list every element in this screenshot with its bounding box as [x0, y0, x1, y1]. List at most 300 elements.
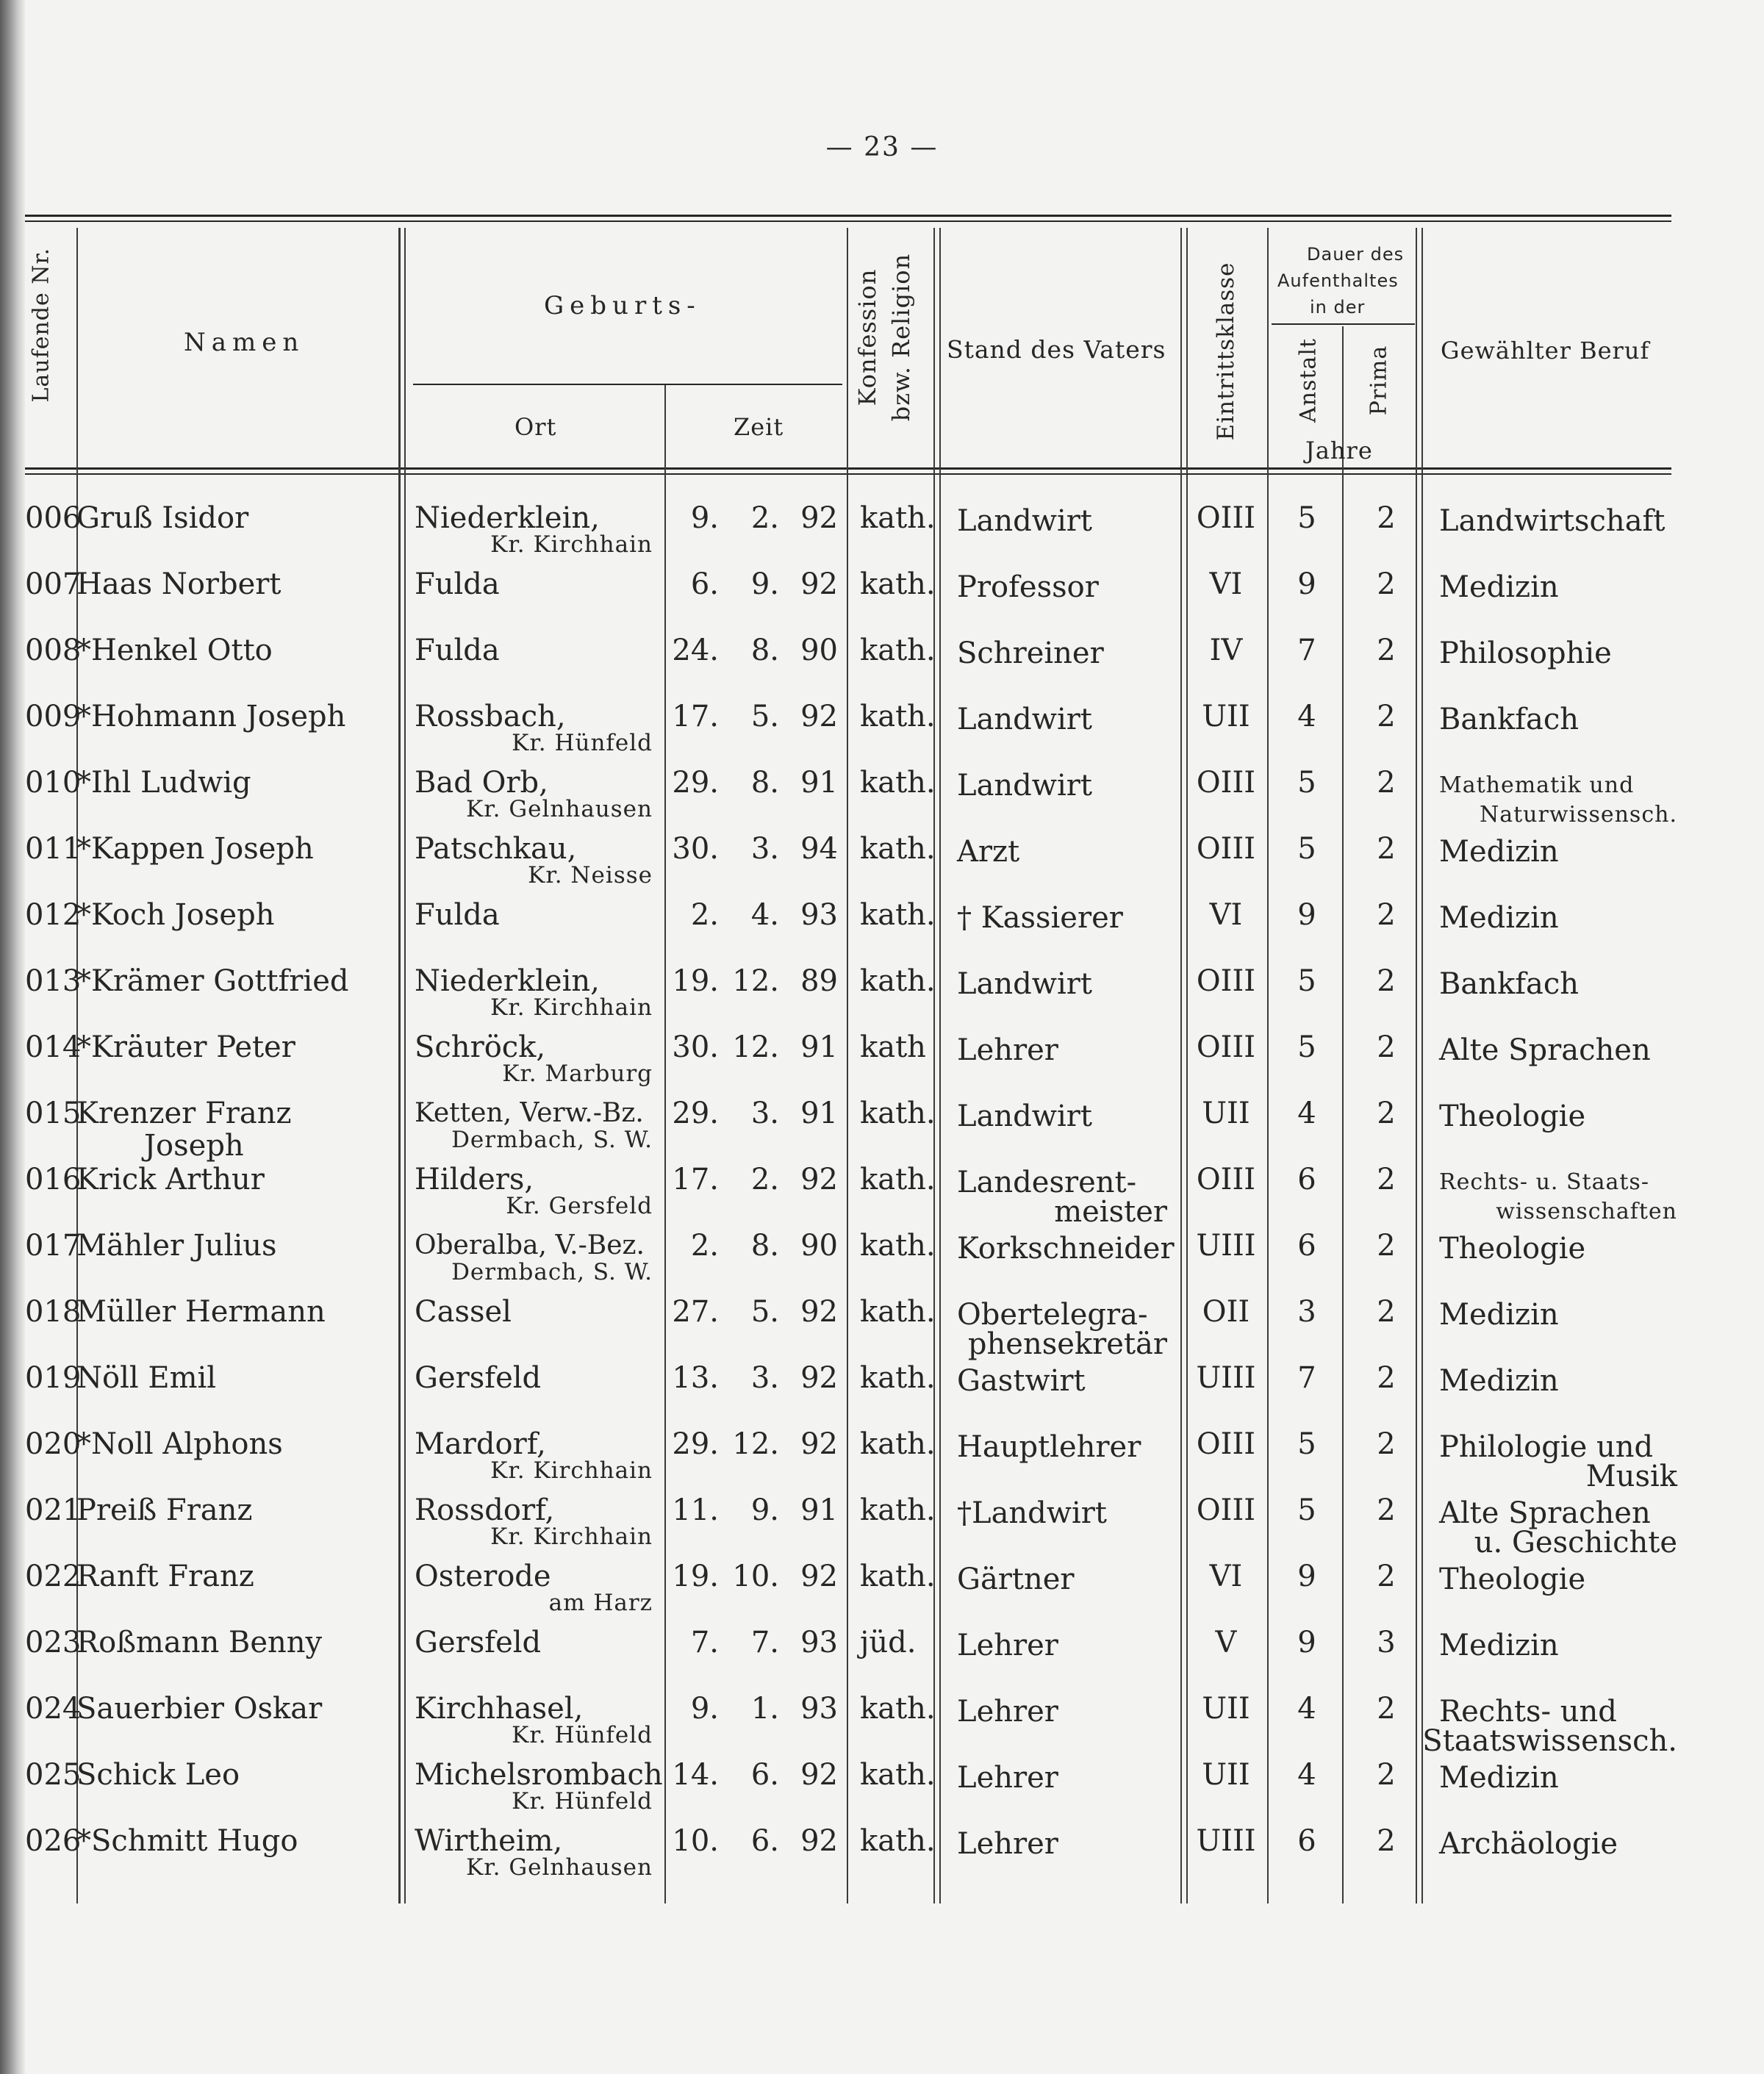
row-birth-day: 10. [672, 1824, 719, 1858]
row-years-prima: 2 [1377, 700, 1396, 733]
row-years-prima: 2 [1377, 1361, 1396, 1395]
row-religion: kath. [860, 1692, 936, 1726]
row-birthplace: Osterode [415, 1560, 551, 1593]
row-birth-day: 29. [672, 1097, 719, 1130]
row-religion: kath. [860, 501, 936, 535]
row-father-occupation: Gärtner [957, 1562, 1075, 1596]
row-birthplace: Rossbach, [415, 700, 566, 733]
row-entry-class: UII [1202, 700, 1250, 733]
top-rule-2 [25, 220, 1671, 222]
row-birth-month: 1. [750, 1692, 779, 1726]
row-birthplace-district: Kr. Hünfeld [512, 730, 653, 756]
row-birthplace: Ketten, Verw.-Bz. [415, 1098, 644, 1128]
row-birthplace-district: Kr. Kirchhain [490, 531, 653, 558]
row-number: 013 [25, 964, 82, 998]
geburts-divider [413, 384, 842, 385]
row-years-anstalt: 9 [1297, 898, 1316, 932]
row-years-anstalt: 5 [1297, 1493, 1316, 1527]
row-birth-year: 92 [800, 1427, 838, 1461]
row-name-continued: Joseph [144, 1129, 244, 1163]
row-father-occupation: Lehrer [957, 1629, 1058, 1662]
row-father-occupation: Landwirt [957, 967, 1093, 1001]
header-namen: Namen [184, 328, 305, 357]
header-geburts: Geburts- [544, 291, 701, 320]
table-row [0, 1621, 1764, 1687]
row-name: *Schmitt Hugo [76, 1824, 298, 1858]
top-rule [25, 215, 1671, 217]
row-birth-month: 6. [750, 1824, 779, 1858]
row-birth-year: 92 [800, 1758, 838, 1792]
row-number: 018 [25, 1295, 82, 1329]
row-name: Mähler Julius [76, 1229, 277, 1263]
row-father-occupation: Schreiner [957, 636, 1104, 670]
row-chosen-profession: Theologie [1439, 1099, 1586, 1133]
row-chosen-profession: Bankfach [1439, 703, 1580, 736]
row-chosen-profession: Medizin [1439, 1761, 1559, 1795]
row-birthplace-district: am Harz [548, 1590, 653, 1616]
row-number: 011 [25, 832, 82, 866]
row-birthplace-district: Kr. Gelnhausen [466, 1854, 653, 1881]
row-entry-class: OII [1202, 1295, 1250, 1329]
row-religion: kath. [860, 1427, 936, 1461]
row-number: 012 [25, 898, 82, 932]
table-row [0, 1754, 1764, 1820]
row-chosen-profession: Medizin [1439, 570, 1559, 604]
row-religion: kath. [860, 1560, 936, 1593]
row-years-prima: 2 [1377, 1560, 1396, 1593]
row-entry-class: UII [1202, 1758, 1250, 1792]
row-birth-month: 2. [750, 1163, 779, 1196]
row-religion: kath. [860, 766, 936, 800]
header-eintrittsklasse: Eintrittsklasse [1213, 262, 1239, 441]
row-years-prima: 2 [1377, 1493, 1396, 1527]
row-years-anstalt: 6 [1297, 1229, 1316, 1263]
row-entry-class: UII [1202, 1692, 1250, 1726]
row-chosen-profession: Medizin [1439, 835, 1559, 869]
row-birthplace-district: Kr. Kirchhain [490, 1524, 653, 1550]
row-religion: kath [860, 1030, 926, 1064]
row-chosen-profession: Rechts- u. Staats- [1439, 1169, 1649, 1195]
row-birthplace-district: Kr. Kirchhain [490, 994, 653, 1021]
row-chosen-profession-continued: Musik [1585, 1460, 1677, 1493]
row-years-anstalt: 7 [1297, 1361, 1316, 1395]
row-birth-month: 6. [750, 1758, 779, 1792]
row-birth-day: 9. [690, 501, 719, 535]
row-religion: kath. [860, 1758, 936, 1792]
row-birthplace: Michelsrombach [415, 1758, 663, 1792]
row-religion: kath. [860, 1824, 936, 1858]
row-chosen-profession: Medizin [1439, 1364, 1559, 1398]
table-row [0, 960, 1764, 1026]
row-chosen-profession: Archäologie [1439, 1827, 1618, 1861]
row-years-prima: 2 [1377, 898, 1396, 932]
header-prima: Prima [1366, 345, 1392, 416]
row-years-prima: 3 [1377, 1626, 1396, 1659]
row-birth-year: 92 [800, 1824, 838, 1858]
row-birth-day: 2. [690, 898, 719, 932]
row-birthplace-district: Kr. Neisse [528, 862, 653, 889]
row-birthplace-district: Dermbach, S. W. [451, 1127, 653, 1153]
row-father-occupation: Lehrer [957, 1827, 1058, 1861]
row-years-anstalt: 5 [1297, 964, 1316, 998]
row-years-prima: 2 [1377, 832, 1396, 866]
row-birth-month: 3. [750, 1097, 779, 1130]
header-dauer-1: Dauer des [1307, 244, 1405, 265]
row-years-anstalt: 4 [1297, 700, 1316, 733]
row-father-occupation: Professor [957, 570, 1099, 604]
row-number: 020 [25, 1427, 82, 1461]
table-row [0, 1357, 1764, 1423]
row-religion: kath. [860, 1361, 936, 1395]
row-years-prima: 2 [1377, 964, 1396, 998]
row-father-occupation: † Kassierer [957, 901, 1123, 935]
row-birthplace: Schröck, [415, 1030, 546, 1064]
row-birth-day: 9. [690, 1692, 719, 1726]
row-father-occupation: Gastwirt [957, 1364, 1086, 1398]
row-father-occupation: Lehrer [957, 1695, 1058, 1729]
row-birthplace: Niederklein, [415, 964, 600, 998]
table-row [0, 1555, 1764, 1621]
page-number: — 23 — [825, 132, 939, 162]
row-birthplace: Cassel [415, 1295, 512, 1329]
row-religion: kath. [860, 1097, 936, 1130]
row-entry-class: OIII [1196, 766, 1256, 800]
row-birthplace: Wirtheim, [415, 1824, 563, 1858]
row-entry-class: OIII [1196, 964, 1256, 998]
row-entry-class: OIII [1196, 1427, 1256, 1461]
row-years-prima: 2 [1377, 766, 1396, 800]
row-name: Schick Leo [76, 1758, 240, 1792]
row-years-anstalt: 6 [1297, 1824, 1316, 1858]
row-name: Gruß Isidor [76, 501, 249, 535]
row-number: 006 [25, 501, 82, 535]
table-row [0, 563, 1764, 629]
row-birthplace-district: Kr. Gersfeld [506, 1193, 653, 1219]
row-birth-year: 94 [800, 832, 838, 866]
header-stand-des-vaters: Stand des Vaters [947, 335, 1166, 364]
row-number: 007 [25, 567, 82, 601]
row-chosen-profession: Philosophie [1439, 636, 1612, 670]
row-father-occupation: Landwirt [957, 1099, 1093, 1133]
row-years-anstalt: 7 [1297, 634, 1316, 667]
row-years-anstalt: 4 [1297, 1097, 1316, 1130]
row-birth-day: 13. [672, 1361, 719, 1395]
row-birth-day: 17. [672, 700, 719, 733]
row-birth-year: 90 [800, 634, 838, 667]
row-number: 010 [25, 766, 82, 800]
row-years-prima: 2 [1377, 1692, 1396, 1726]
header-dauer-2: Aufenthaltes [1277, 270, 1399, 291]
row-birth-year: 92 [800, 1163, 838, 1196]
row-birth-day: 17. [672, 1163, 719, 1196]
row-birth-year: 92 [800, 700, 838, 733]
row-entry-class: V [1215, 1626, 1237, 1659]
row-name: *Koch Joseph [76, 898, 275, 932]
row-number: 015 [25, 1097, 82, 1130]
row-years-prima: 2 [1377, 1295, 1396, 1329]
row-religion: kath. [860, 832, 936, 866]
row-years-prima: 2 [1377, 1824, 1396, 1858]
row-chosen-profession-continued: Naturwissensch. [1479, 802, 1677, 828]
row-entry-class: UIII [1196, 1361, 1256, 1395]
row-years-anstalt: 6 [1297, 1163, 1316, 1196]
table-row [0, 1224, 1764, 1291]
row-birthplace: Kirchhasel, [415, 1692, 584, 1726]
row-name: *Krämer Gottfried [76, 964, 349, 998]
row-birth-month: 8. [750, 634, 779, 667]
row-years-anstalt: 9 [1297, 567, 1316, 601]
row-birthplace: Fulda [415, 898, 500, 932]
row-birthplace: Rossdorf, [415, 1493, 555, 1527]
row-father-occupation-continued: phensekretär [967, 1327, 1167, 1361]
table-row [0, 828, 1764, 894]
header-jahre: Jahre [1305, 437, 1373, 464]
row-religion: kath. [860, 1229, 936, 1263]
row-name: Roßmann Benny [76, 1626, 323, 1659]
row-birth-year: 89 [800, 964, 838, 998]
header-laufende-nr: Laufende Nr. [28, 247, 54, 403]
row-father-occupation: Landwirt [957, 769, 1093, 803]
row-birth-day: 29. [672, 1427, 719, 1461]
row-years-anstalt: 5 [1297, 1030, 1316, 1064]
row-chosen-profession: Theologie [1439, 1562, 1586, 1596]
row-birthplace: Fulda [415, 567, 500, 601]
header-dauer-3: in der [1310, 297, 1366, 317]
row-birthplace-district: Kr. Hünfeld [512, 1722, 653, 1748]
row-birthplace: Mardorf, [415, 1427, 546, 1461]
row-chosen-profession: Alte Sprachen [1439, 1496, 1651, 1530]
row-number: 016 [25, 1163, 82, 1196]
row-name: *Noll Alphons [76, 1427, 283, 1461]
row-birth-year: 92 [800, 1295, 838, 1329]
header-anstalt: Anstalt [1295, 338, 1322, 423]
row-birth-month: 7. [750, 1626, 779, 1659]
row-years-anstalt: 9 [1297, 1560, 1316, 1593]
row-entry-class: VI [1209, 898, 1243, 932]
row-birth-day: 2. [690, 1229, 719, 1263]
row-birth-day: 30. [672, 1030, 719, 1064]
row-name: Preiß Franz [76, 1493, 253, 1527]
row-birthplace-district: Dermbach, S. W. [451, 1259, 653, 1285]
row-religion: kath. [860, 1163, 936, 1196]
row-father-occupation: Landwirt [957, 504, 1093, 538]
row-number: 025 [25, 1758, 82, 1792]
row-birthplace: Gersfeld [415, 1361, 542, 1395]
row-name: Müller Hermann [76, 1295, 326, 1329]
row-years-prima: 2 [1377, 1030, 1396, 1064]
row-birth-day: 19. [672, 964, 719, 998]
row-father-occupation: Korkschneider [957, 1232, 1175, 1266]
row-birthplace-district: Kr. Gelnhausen [466, 796, 653, 822]
row-name: *Ihl Ludwig [76, 766, 251, 800]
row-name: *Henkel Otto [76, 634, 273, 667]
row-name: *Hohmann Joseph [76, 700, 346, 733]
row-birth-year: 90 [800, 1229, 838, 1263]
row-father-occupation: Obertelegra- [957, 1298, 1148, 1332]
row-father-occupation: Arzt [957, 835, 1020, 869]
row-birth-year: 91 [800, 1493, 838, 1527]
row-number: 017 [25, 1229, 82, 1263]
row-birth-year: 93 [800, 1692, 838, 1726]
row-birth-day: 24. [672, 634, 719, 667]
header-konfession: Konfession [853, 268, 881, 406]
row-chosen-profession: Theologie [1439, 1232, 1586, 1266]
row-birth-month: 4. [750, 898, 779, 932]
row-number: 024 [25, 1692, 82, 1726]
table-row [0, 1092, 1764, 1163]
row-name: Ranft Franz [76, 1560, 254, 1593]
row-years-anstalt: 5 [1297, 766, 1316, 800]
row-birth-month: 12. [732, 1030, 779, 1064]
row-birthplace-district: Kr. Marburg [502, 1061, 653, 1087]
row-father-occupation: Landesrent- [957, 1166, 1137, 1199]
row-entry-class: UIII [1196, 1229, 1256, 1263]
table-row [0, 1820, 1764, 1886]
row-father-occupation: Landwirt [957, 703, 1093, 736]
table-row [0, 629, 1764, 695]
row-years-prima: 2 [1377, 1427, 1396, 1461]
row-religion: kath. [860, 964, 936, 998]
row-number: 022 [25, 1560, 82, 1593]
table-row [0, 1026, 1764, 1092]
row-chosen-profession: Medizin [1439, 1298, 1559, 1332]
row-number: 008 [25, 634, 82, 667]
row-name: *Kappen Joseph [76, 832, 314, 866]
table-row [0, 1489, 1764, 1560]
header-bottom-rule-2 [25, 473, 1671, 475]
row-birth-year: 93 [800, 1626, 838, 1659]
row-father-occupation-continued: meister [1054, 1195, 1167, 1229]
row-father-occupation: Hauptlehrer [957, 1430, 1141, 1464]
row-name: Krick Arthur [76, 1163, 265, 1196]
row-birth-day: 14. [672, 1758, 719, 1792]
row-birth-day: 30. [672, 832, 719, 866]
row-father-occupation: Lehrer [957, 1033, 1058, 1067]
row-birthplace: Patschkau, [415, 832, 577, 866]
row-years-anstalt: 9 [1297, 1626, 1316, 1659]
row-name: Nöll Emil [76, 1361, 217, 1395]
row-birthplace-district: Kr. Hünfeld [512, 1788, 653, 1815]
row-birth-year: 93 [800, 898, 838, 932]
table-row [0, 695, 1764, 761]
row-chosen-profession: Rechts- und [1439, 1695, 1617, 1729]
row-birth-day: 19. [672, 1560, 719, 1593]
table-row [0, 1423, 1764, 1493]
row-religion: kath. [860, 700, 936, 733]
row-years-anstalt: 4 [1297, 1758, 1316, 1792]
table-row [0, 1687, 1764, 1758]
row-birthplace: Niederklein, [415, 501, 600, 535]
row-years-prima: 2 [1377, 1097, 1396, 1130]
row-chosen-profession: Mathematik und [1439, 772, 1635, 798]
row-father-occupation: Lehrer [957, 1761, 1058, 1795]
row-birth-month: 12. [732, 1427, 779, 1461]
row-birth-year: 92 [800, 567, 838, 601]
row-birthplace: Fulda [415, 634, 500, 667]
row-chosen-profession-continued: wissenschaften [1496, 1199, 1677, 1224]
row-years-anstalt: 5 [1297, 501, 1316, 535]
row-years-prima: 2 [1377, 1758, 1396, 1792]
header-bottom-rule [25, 467, 1671, 470]
row-birth-month: 3. [750, 832, 779, 866]
row-birth-month: 5. [750, 1295, 779, 1329]
row-birth-year: 91 [800, 766, 838, 800]
table-row [0, 761, 1764, 828]
row-birth-year: 92 [800, 501, 838, 535]
row-chosen-profession: Landwirtschaft [1439, 504, 1666, 538]
row-birthplace-district: Kr. Kirchhain [490, 1457, 653, 1484]
row-years-prima: 2 [1377, 634, 1396, 667]
header-zeit: Zeit [734, 413, 784, 441]
row-entry-class: OIII [1196, 1163, 1256, 1196]
row-entry-class: VI [1209, 1560, 1243, 1593]
row-religion: kath. [860, 1295, 936, 1329]
row-entry-class: OIII [1196, 501, 1256, 535]
row-birthplace: Oberalba, V.-Bez. [415, 1230, 645, 1260]
row-birth-day: 27. [672, 1295, 719, 1329]
row-religion: kath. [860, 1493, 936, 1527]
row-birth-year: 91 [800, 1030, 838, 1064]
dauer-divider [1272, 323, 1415, 325]
row-birth-month: 9. [750, 567, 779, 601]
row-birth-month: 3. [750, 1361, 779, 1395]
row-father-occupation: †Landwirt [957, 1496, 1108, 1530]
row-birth-day: 7. [690, 1626, 719, 1659]
row-years-prima: 2 [1377, 567, 1396, 601]
row-birth-month: 12. [732, 964, 779, 998]
row-number: 026 [25, 1824, 82, 1858]
table-row [0, 1291, 1764, 1361]
row-chosen-profession: Alte Sprachen [1439, 1033, 1651, 1067]
row-religion: kath. [860, 898, 936, 932]
header-gewaehlter-beruf: Gewählter Beruf [1441, 337, 1650, 365]
row-years-prima: 2 [1377, 1229, 1396, 1263]
row-number: 019 [25, 1361, 82, 1395]
table-row [0, 1158, 1764, 1229]
row-number: 009 [25, 700, 82, 733]
row-entry-class: OIII [1196, 832, 1256, 866]
row-years-prima: 2 [1377, 501, 1396, 535]
row-chosen-profession: Philologie und [1439, 1430, 1654, 1464]
row-number: 021 [25, 1493, 82, 1527]
table-row [0, 497, 1764, 563]
table-row [0, 894, 1764, 960]
row-entry-class: OIII [1196, 1030, 1256, 1064]
row-entry-class: UII [1202, 1097, 1250, 1130]
row-religion: kath. [860, 567, 936, 601]
row-birth-month: 2. [750, 501, 779, 535]
row-religion: kath. [860, 634, 936, 667]
row-birth-day: 11. [672, 1493, 719, 1527]
row-years-prima: 2 [1377, 1163, 1396, 1196]
row-birth-year: 92 [800, 1361, 838, 1395]
row-birthplace: Gersfeld [415, 1626, 542, 1659]
row-number: 014 [25, 1030, 82, 1064]
row-birth-year: 91 [800, 1097, 838, 1130]
row-birth-day: 29. [672, 766, 719, 800]
row-entry-class: IV [1209, 634, 1243, 667]
row-birthplace: Hilders, [415, 1163, 534, 1196]
row-name: Sauerbier Oskar [76, 1692, 323, 1726]
row-birth-year: 92 [800, 1560, 838, 1593]
header-religion: bzw. Religion [887, 253, 915, 422]
row-birthplace: Bad Orb, [415, 766, 548, 800]
row-number: 023 [25, 1626, 82, 1659]
row-years-anstalt: 4 [1297, 1692, 1316, 1726]
row-years-anstalt: 3 [1297, 1295, 1316, 1329]
row-name: *Kräuter Peter [76, 1030, 295, 1064]
row-years-anstalt: 5 [1297, 1427, 1316, 1461]
